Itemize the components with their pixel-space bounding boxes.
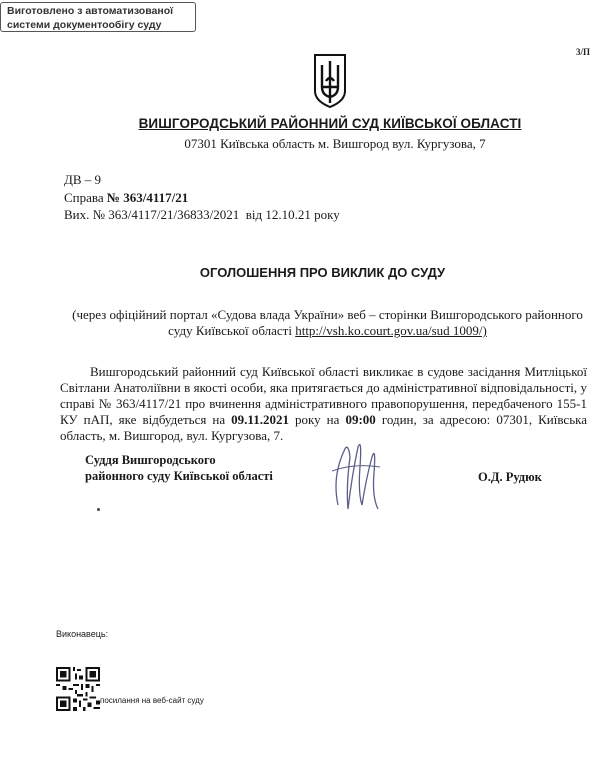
hearing-date: 09.11.2021	[231, 412, 289, 427]
judge-title-line-2: районного суду Київської області	[85, 469, 273, 483]
court-website-link[interactable]: http://vsh.ko.court.gov.ua/sud 1009/)	[295, 323, 487, 338]
body-part-1: Вишгородський районний суд Київської області викликає в судове засідання Митліцької Світлани Анатоліївни в якості особи, яка притягається до адміністративної відповідальності, у справі № 363/4117/21 про вчинення адміністративного правопорушення, передбаченого 155-1 КУ пАП, яке відбудеться на	[60, 364, 587, 427]
court-name: ВИШГОРОДСЬКИЙ РАЙОННИЙ СУД КИЇВСЬКОЇ ОБЛАСТІ	[138, 116, 522, 131]
trident-emblem-icon	[311, 53, 349, 109]
stamp-line-2: системи документообігу суду	[7, 19, 162, 31]
ink-dot	[97, 508, 100, 511]
hearing-time: 09:00	[345, 412, 376, 427]
outgoing-line	[64, 207, 340, 223]
body-part-2: року на	[288, 412, 346, 427]
court-address: 07301 Київська область м. Вишгород вул. Кургузова, 7	[184, 136, 486, 151]
judge-title	[85, 452, 273, 484]
qr-caption: посилання на веб-сайт суду	[100, 696, 204, 705]
via-portal-note	[70, 307, 585, 339]
qr-code-icon[interactable]	[56, 667, 100, 711]
stamp-line-1: Виготовлено з автоматизованої	[7, 5, 174, 17]
case-number: № 363/4117/21	[106, 190, 189, 205]
outgoing-date: від 12.10.21 року	[245, 207, 340, 222]
case-line	[64, 190, 188, 206]
automation-stamp	[0, 2, 196, 32]
case-label: Справа	[64, 190, 104, 205]
handwritten-signature	[318, 427, 388, 517]
outgoing-label: Вих. №	[64, 207, 106, 222]
judge-title-line-1: Суддя Вишгородського	[85, 453, 216, 467]
page-mark: 3/П	[575, 47, 590, 57]
executor-label: Виконавець:	[56, 629, 109, 639]
document-title: ОГОЛОШЕННЯ ПРО ВИКЛИК ДО СУДУ	[199, 265, 446, 280]
dv-code: ДВ – 9	[64, 172, 102, 187]
body-part-3: годин, за адресою: 07301, Київська область, м. Вишгород, вул. Кургузова, 7.	[60, 412, 588, 443]
judge-name: О.Д. Рудюк	[478, 470, 542, 484]
via-portal-text: (через офіційний портал «Судова влада України» веб – сторінки Вишгородського районного суду Київської області	[72, 307, 583, 338]
outgoing-number: 363/4117/21/36833/2021	[108, 207, 240, 222]
